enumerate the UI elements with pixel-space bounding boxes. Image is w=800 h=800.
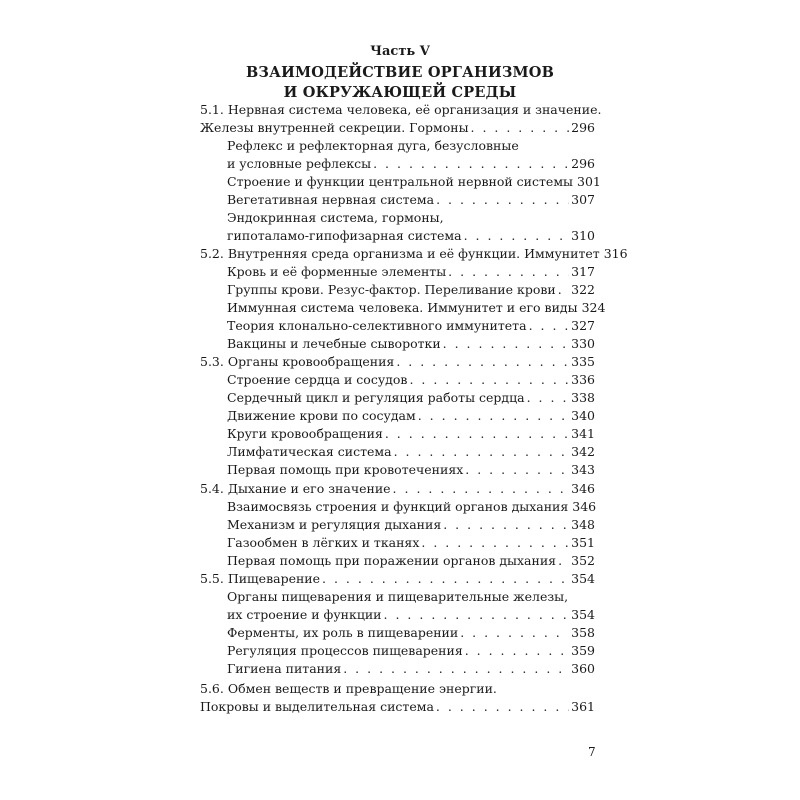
page-number: 7 — [588, 745, 596, 759]
toc-page-number: 354 — [571, 607, 595, 622]
toc-entry-title: их строение и функции — [227, 607, 382, 622]
toc-page-number: 338 — [571, 390, 595, 405]
dot-leader — [527, 389, 570, 407]
toc-entry-gas-exchange[interactable] — [227, 534, 595, 552]
toc-page-number: 340 — [571, 408, 595, 423]
dot-leader — [443, 516, 569, 534]
toc-page-number: 296 — [571, 120, 595, 135]
toc-entry-title: 5.3. Органы кровообращения — [200, 354, 395, 369]
toc-page-number: 354 — [571, 571, 595, 586]
toc-entry-title: Ферменты, их роль в пищеварении — [227, 625, 459, 640]
dot-leader — [393, 480, 570, 498]
dot-leader — [465, 642, 569, 660]
toc-entry-5-4[interactable] — [200, 480, 595, 498]
toc-page-number: 317 — [571, 264, 595, 279]
toc-entry-title: Сердечный цикл и регуляция работы сердца — [227, 390, 525, 405]
toc-page-number: 310 — [571, 228, 595, 243]
toc-page-number: 301 — [577, 174, 601, 189]
dot-leader — [385, 425, 569, 443]
dot-leader — [384, 606, 570, 624]
toc-entry-digestion-regulation[interactable] — [227, 642, 595, 660]
part-title-line-2: И ОКРУЖАЮЩЕЙ СРЕДЫ — [283, 84, 517, 101]
toc-page-number: 351 — [571, 535, 595, 550]
toc-entry-title: Газообмен в лёгких и тканях — [227, 535, 420, 550]
toc-entry-5-5[interactable] — [200, 570, 595, 588]
toc-entry-title: Покровы и выделительная система — [200, 699, 434, 714]
toc-entry-cardiac-cycle[interactable] — [227, 389, 595, 407]
toc-entry-5-1[interactable] — [200, 119, 595, 137]
toc-entry-5-3[interactable] — [200, 353, 595, 371]
toc-page-number: 296 — [571, 156, 595, 171]
toc-entry-title: Строение и функции центральной нервной системы — [227, 174, 573, 189]
toc-page-number: 343 — [571, 462, 595, 477]
toc-entry-title: Механизм и регуляция дыхания — [227, 517, 442, 532]
toc-page-number: 358 — [571, 625, 595, 640]
toc-entry-blood-flow[interactable] — [227, 407, 595, 425]
toc-entry-lymphatic[interactable] — [227, 443, 595, 461]
toc-entry-enzymes[interactable] — [227, 624, 595, 642]
toc-page-number: 322 — [571, 282, 595, 297]
dot-leader — [409, 371, 569, 389]
toc-entry-title-line: Рефлекс и рефлекторная дуга, безусловные — [227, 138, 519, 153]
toc-section-5-1-heading: 5.1. Нервная система человека, её организация и значение. — [200, 102, 602, 117]
toc-page-number: 316 — [603, 246, 628, 261]
dot-leader — [443, 335, 569, 353]
toc-entry-title: Первая помощь при кровотечениях — [227, 462, 464, 477]
toc-entry-title: 5.2. Внутренняя среда организма и её функции. Иммунитет — [200, 246, 600, 261]
dot-leader — [396, 353, 569, 371]
dot-leader — [465, 461, 569, 479]
toc-entry-title-line: Эндокринная система, гормоны, — [227, 210, 444, 225]
dot-leader — [558, 281, 569, 299]
toc-page-number: 341 — [571, 426, 595, 441]
toc-entry-title: Строение сердца и сосудов — [227, 372, 408, 387]
dot-leader — [418, 407, 569, 425]
toc-entry-title: Вегетативная нервная система — [227, 192, 435, 207]
toc-page-number: 360 — [571, 661, 595, 676]
toc-section-5-6-heading: 5.6. Обмен веществ и превращение энергии. — [200, 681, 497, 696]
dot-leader — [471, 119, 570, 137]
toc-entry-title-line: Органы пищеварения и пищеварительные железы, — [227, 589, 569, 604]
toc-entry-title: Первая помощь при поражении органов дыхания — [227, 553, 557, 568]
toc-entry-5-6[interactable] — [200, 698, 595, 716]
toc-entry-title: и условные рефлексы — [227, 156, 372, 171]
toc-page-number: 342 — [571, 444, 595, 459]
toc-page-number: 307 — [571, 192, 595, 207]
toc-page-number: 346 — [571, 481, 595, 496]
toc-entry-title: Движение крови по сосудам — [227, 408, 416, 423]
toc-entry-vegetative[interactable] — [227, 191, 595, 209]
toc-entry-bleeding-first-aid[interactable] — [227, 461, 595, 479]
toc-page-number: 324 — [581, 300, 606, 315]
toc-page-number: 335 — [571, 354, 595, 369]
toc-entry-title: Вакцины и лечебные сыворотки — [227, 336, 441, 351]
toc-entry-cns[interactable] — [227, 173, 601, 191]
toc-entry-title: Кровь и её форменные элементы — [227, 264, 447, 279]
toc-entry-endocrine[interactable] — [227, 227, 595, 245]
dot-leader — [373, 155, 569, 173]
dot-leader — [394, 443, 570, 461]
toc-entry-title: 5.4. Дыхание и его значение — [200, 481, 391, 496]
toc-entry-title: Гигиена питания — [227, 661, 342, 676]
toc-page-number: 359 — [571, 643, 595, 658]
toc-page-number: 330 — [571, 336, 595, 351]
dot-leader — [322, 570, 569, 588]
toc-entry-digestive-organs[interactable] — [227, 606, 595, 624]
toc-entry-title: Железы внутренней секреции. Гормоны — [200, 120, 469, 135]
toc-entry-title: гипоталамо-гипофизарная система — [227, 228, 462, 243]
toc-page-number: 346 — [572, 499, 597, 514]
toc-entry-title: 5.5. Пищеварение — [200, 571, 321, 586]
dot-leader — [421, 534, 569, 552]
toc-entry-vaccines[interactable] — [227, 335, 595, 353]
toc-entry-5-2[interactable] — [200, 245, 628, 263]
toc-entry-blood[interactable] — [227, 263, 595, 281]
part-title-line-1: ВЗАИМОДЕЙСТВИЕ ОРГАНИЗМОВ — [245, 64, 555, 81]
dot-leader — [558, 552, 569, 570]
toc-entry-reflexes[interactable] — [227, 155, 595, 173]
toc-entry-title: Взаимосвязь строения и функций органов дыхания — [227, 499, 569, 514]
toc-page-number: 348 — [571, 517, 595, 532]
toc-page-number: 327 — [571, 318, 595, 333]
toc-page-number: 336 — [571, 372, 595, 387]
toc-entry-nutrition-hygiene[interactable] — [227, 660, 595, 678]
toc-entry-immune-system[interactable] — [227, 299, 606, 317]
toc-entry-title: Теория клонально-селективного иммунитета — [227, 318, 527, 333]
toc-page-number: 352 — [571, 553, 595, 568]
toc-entry-title: Регуляция процессов пищеварения — [227, 643, 463, 658]
toc-entry-breathing-regulation[interactable] — [227, 516, 595, 534]
dot-leader — [343, 660, 569, 678]
toc-page-number: 361 — [571, 699, 595, 714]
toc-entry-title: Круги кровообращения — [227, 426, 383, 441]
toc-entry-clonal-theory[interactable] — [227, 317, 595, 335]
dot-leader — [464, 227, 570, 245]
dot-leader — [436, 698, 569, 716]
dot-leader — [460, 624, 569, 642]
toc-entry-title: Лимфатическая система — [227, 444, 392, 459]
toc-entry-blood-groups[interactable] — [227, 281, 595, 299]
part-label: Часть V — [370, 44, 430, 59]
dot-leader — [529, 317, 570, 335]
toc-entry-title: Группы крови. Резус-фактор. Переливание крови — [227, 282, 556, 297]
toc-entry-circulation-circles[interactable] — [227, 425, 595, 443]
toc-entry-title: Иммунная система человека. Иммунитет и его виды — [227, 300, 578, 315]
toc-entry-respiratory-organs[interactable] — [227, 498, 595, 516]
toc-entry-heart-structure[interactable] — [227, 371, 595, 389]
dot-leader — [448, 263, 569, 281]
toc-entry-respiratory-first-aid[interactable] — [227, 552, 595, 570]
dot-leader — [436, 191, 569, 209]
